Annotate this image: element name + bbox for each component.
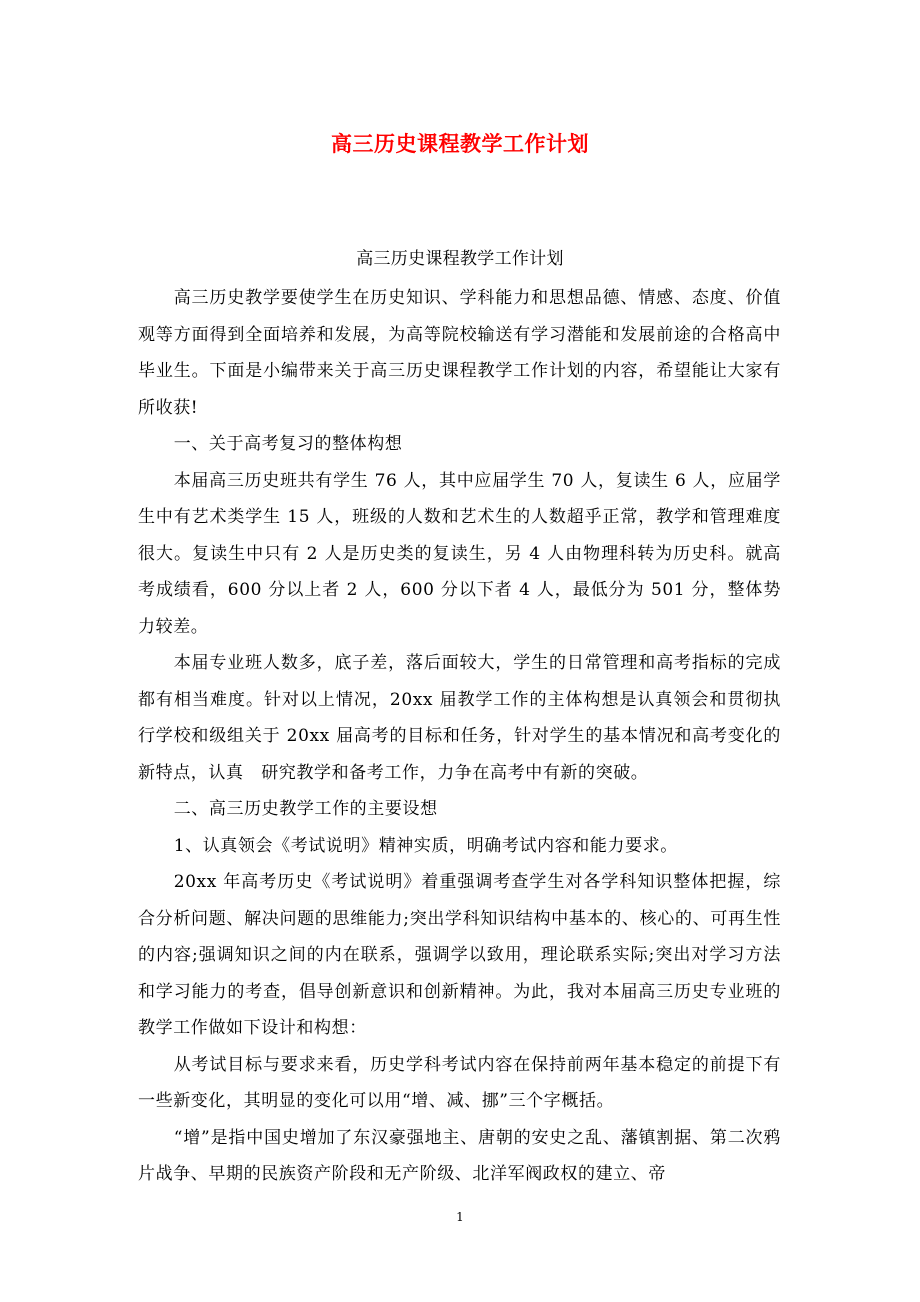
document-title: 高三历史课程教学工作计划 bbox=[331, 131, 589, 156]
intro-paragraph: 高三历史教学要使学生在历史知识、学科能力和思想品德、情感、态度、价值观等方面得到全面培养和发展，为高等院校输送有学习潜能和发展前途的合格高中毕业生。下面是小编带来关于高三历史课程教学工作计划的内容，希望能让大家有所收获! bbox=[138, 288, 781, 418]
document-subtitle: 高三历史课程教学工作计划 bbox=[356, 249, 564, 269]
body-paragraph: 从考试目标与要求来看，历史学科考试内容在保持前两年基本稳定的前提下有一些新变化，其明显的变化可以用“增、减、挪”三个字概括。 bbox=[138, 1054, 781, 1111]
section-heading-1: 一、关于高考复习的整体构想 bbox=[173, 434, 403, 454]
body-paragraph: 本届高三历史班共有学生 76 人，其中应届学生 70 人，复读生 6 人，应届学生中有艺术类学生 15 人，班级的人数和艺术生的人数超乎正常，教学和管理难度很大。复读生中只有 2 人是历史类的复读生，另 4 人由物理科转为历史科。就高考成绩看，600 分以上者 2 人，600 分以下者 4 人，最低分为 501 分，整体势力较差。 bbox=[138, 470, 781, 637]
body-paragraph: 20xx 年高考历史《考试说明》着重强调考查学生对各学科知识整体把握，综合分析问题、解决问题的思维能力;突出学科知识结构中基本的、核心的、可再生性的内容;强调知识之间的内在联系，强调学以致用，理论联系实际;突出对学习方法和学习能力的考查，倡导创新意识和创新精神。为此，我对本届高三历史专业班的教学工作做如下设计和构想： bbox=[138, 872, 781, 1038]
section-heading-2: 二、高三历史教学工作的主要设想 bbox=[173, 799, 438, 819]
sub-heading-1: 1、认真领会《考试说明》精神实质，明确考试内容和能力要求。 bbox=[173, 835, 678, 856]
body-paragraph: “增”是指中国史增加了东汉豪强地主、唐朝的安史之乱、藩镇割据、第二次鸦片战争、早期的民族资产阶段和无产阶级、北洋军阀政权的建立、帝 bbox=[138, 1127, 781, 1184]
document-body bbox=[138, 280, 781, 1193]
body-paragraph: 本届专业班人数多，底子差，落后面较大，学生的日常管理和高考指标的完成都有相当难度。针对以上情况，20xx 届教学工作的主体构想是认真领会和贯彻执行学校和级组关于 20xx 届高考的目标和任务，针对学生的基本情况和高考变化的新特点，认真 研究教学和备考工作，力争在高考中有新的突破。 bbox=[138, 653, 781, 783]
page-number: 1 bbox=[456, 1210, 464, 1224]
